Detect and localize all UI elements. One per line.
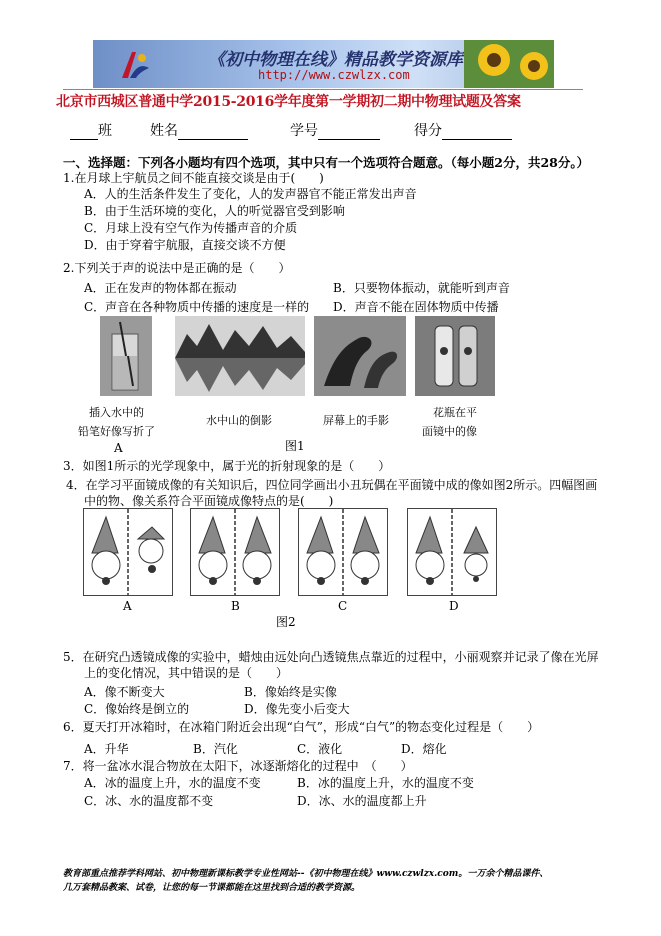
q2-stem: 2.下列关于声的说法中是正确的是（ ） [63, 261, 291, 275]
fig1-caption-3: 屏幕上的手影 [323, 414, 389, 427]
q5-option-a[interactable]: A．像不断变大 [84, 685, 165, 699]
q1-stem: 1.在月球上宇航员之间不能直接交谈是由于( ) [63, 171, 324, 185]
name-field[interactable] [150, 120, 248, 140]
id-label: 学号 [290, 123, 318, 139]
id-field[interactable] [290, 120, 380, 140]
fig1-letter: A [114, 441, 123, 455]
header-rule [63, 89, 583, 90]
q5-option-d[interactable]: D．像先变小后变大 [244, 702, 350, 716]
banner-url[interactable]: http://www.czwlzx.com [258, 68, 410, 82]
q7-stem: 7．将一盆冰水混合物放在太阳下，冰逐渐熔化的过程中 （ ） [63, 759, 413, 773]
name-label: 姓名 [150, 123, 178, 139]
footer-line-2: 几万套精品教案、试卷，让您的每一节课都能在这里找到合适的教学资源。 [63, 883, 361, 893]
class-label: 班 [98, 123, 112, 139]
q5-option-c[interactable]: C．像始终是倒立的 [84, 702, 190, 716]
q3-stem: 3．如图1所示的光学现象中，属于光的折射现象的是（ ） [63, 459, 391, 473]
score-field[interactable] [414, 120, 512, 140]
q5-stem-line2: 上的变化情况，其中错误的是（ ） [84, 666, 289, 680]
q2-option-a[interactable]: A．正在发声的物体都在振动 [84, 281, 237, 295]
fig2-panel-d[interactable] [407, 508, 497, 596]
q6-option-c[interactable]: C．液化 [297, 742, 343, 756]
fig2-letter-c: C [338, 599, 348, 613]
fig1-caption-2: 水中山的倒影 [206, 414, 272, 427]
mirror-line [127, 509, 129, 595]
banner-title: 《初中物理在线》精品教学资源库 [208, 50, 463, 70]
footer-line-1: 教育部重点推荐学科网站、初中物理新课标教学专业性网站--《初中物理在线》www.czwlzx.com。一万余个精品课件、 [63, 869, 549, 879]
mirror-line [342, 509, 344, 595]
fig2-letter-b: B [231, 599, 240, 613]
q4-stem-line2: 中的物、像关系符合平面镜成像特点的是( ) [84, 494, 334, 508]
fig2-label: 图2 [276, 615, 296, 629]
vase-mirror-photo [415, 316, 495, 396]
q1-option-b[interactable]: B．由于生活环境的变化，人的听觉器官受到影响 [84, 204, 345, 218]
q1-option-c[interactable]: C．月球上没有空气作为传播声音的介质 [84, 221, 298, 235]
fig1-caption-4b: 面镜中的像 [422, 425, 477, 438]
q1-option-a[interactable]: A．人的生活条件发生了变化，人的发声器官不能正常发出声音 [84, 187, 417, 201]
q2-option-d[interactable]: D．声音不能在固体物质中传播 [333, 300, 499, 314]
fig1-caption-1a: 插入水中的 [89, 406, 144, 419]
q2-option-c[interactable]: C．声音在各种物质中传播的速度是一样的 [84, 300, 310, 314]
class-blank[interactable] [70, 125, 98, 140]
fig2-panel-c[interactable] [298, 508, 388, 596]
q1-option-d[interactable]: D．由于穿着宇航服，直接交谈不方便 [84, 238, 286, 252]
q4-stem-line1: 4．在学习平面镜成像的有关知识后，四位同学画出小丑玩偶在平面镜中成的像如图2所示。四幅图画 [66, 478, 598, 492]
score-blank[interactable] [442, 125, 512, 140]
hand-shadow-photo [314, 316, 406, 396]
document-title: 北京市西城区普通中学2015-2016学年度第一学期初二期中物理试题及答案 [56, 94, 521, 110]
q6-stem: 6．夏天打开冰箱时，在冰箱门附近会出现“白气”，形成“白气”的物态变化过程是（ ） [63, 720, 540, 734]
header-banner [93, 40, 554, 88]
q6-option-b[interactable]: B．汽化 [193, 742, 238, 756]
pencil-in-water-photo [100, 316, 152, 396]
mountain-reflection-photo [175, 316, 305, 396]
fig2-panel-a[interactable] [83, 508, 173, 596]
fig1-caption-1b: 铅笔好像写折了 [78, 425, 155, 438]
sunflower-icon [464, 40, 554, 88]
mirror-line [234, 509, 236, 595]
q5-option-b[interactable]: B．像始终是实像 [244, 685, 337, 699]
section-heading: 一、选择题：下列各小题均有四个选项，其中只有一个选项符合题意。（每小题2分，共28分。） [63, 155, 590, 170]
id-blank[interactable] [318, 125, 380, 140]
class-field[interactable] [70, 120, 112, 140]
name-blank[interactable] [178, 125, 248, 140]
fig2-letter-d: D [449, 599, 459, 613]
q7-option-b[interactable]: B．冰的温度上升，水的温度不变 [297, 776, 474, 790]
q7-option-d[interactable]: D．冰、水的温度都上升 [297, 794, 427, 808]
q7-option-a[interactable]: A．冰的温度上升，水的温度不变 [84, 776, 261, 790]
score-label: 得分 [414, 123, 442, 139]
fig1-label: 图1 [285, 439, 305, 453]
fig2-panel-b[interactable] [190, 508, 280, 596]
fig1-caption-4a: 花瓶在平 [433, 406, 477, 419]
q6-option-a[interactable]: A．升华 [84, 742, 129, 756]
q5-stem-line1: 5．在研究凸透镜成像的实验中，蜡烛由远处向凸透镜焦点靠近的过程中，小丽观察并记录了像在光屏 [63, 650, 599, 664]
q7-option-c[interactable]: C．冰、水的温度都不变 [84, 794, 214, 808]
q2-option-b[interactable]: B．只要物体振动，就能听到声音 [333, 281, 510, 295]
fig2-letter-a: A [123, 599, 132, 613]
q6-option-d[interactable]: D．熔化 [401, 742, 447, 756]
mirror-line [451, 509, 453, 595]
site-logo-icon [118, 48, 152, 82]
